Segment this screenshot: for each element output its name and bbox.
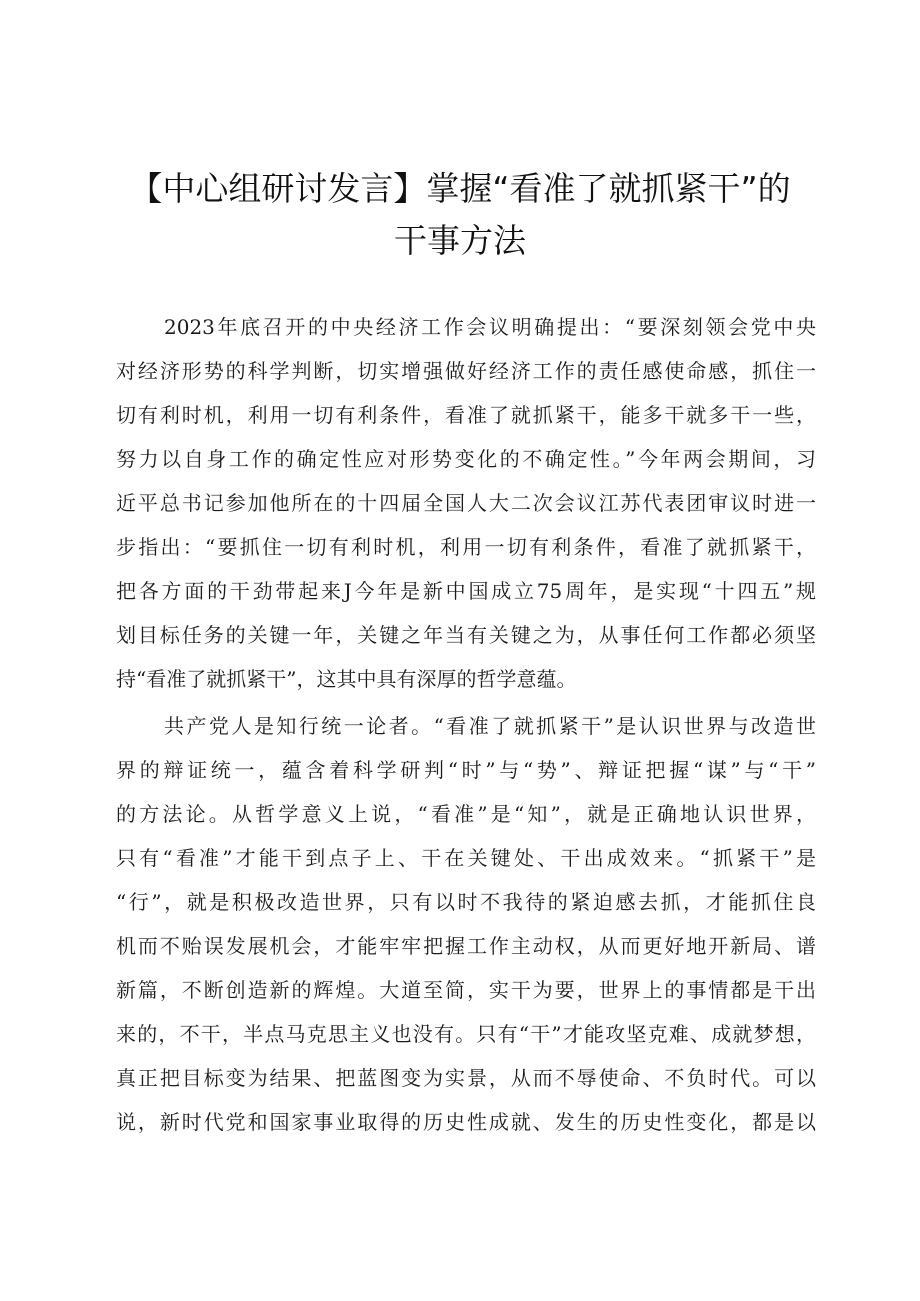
paragraph-2-line: “行”，就是积极改造世界，只有以时不我待的紧迫感去抓，才能抓住良 — [116, 890, 816, 914]
paragraph-2-line: 新篇，不断创造新的辉煌。大道至简，实干为要，世界上的事情都是干出 — [116, 978, 816, 1002]
paragraph-2-line: 只有“看准”才能干到点子上、干在关键处、干出成效来。“抓紧干”是 — [116, 846, 816, 870]
paragraph-1-line: 2023年底召开的中央经济工作会议明确提出：“要深刻领会党中央 — [164, 315, 816, 339]
paragraph-1-line: 努力以自身工作的确定性应对形势变化的不确定性。”今年两会期间，习 — [116, 447, 816, 471]
document-title-line-2: 干事方法 — [394, 221, 526, 260]
paragraph-2-line: 共产党人是知行统一论者。“看准了就抓紧干”是认识世界与改造世 — [164, 714, 816, 738]
paragraph-1-line: 近平总书记参加他所在的十四届全国人大二次会议江苏代表团审议时进一 — [116, 491, 816, 515]
paragraph-1-line: 对经济形势的科学判断，切实增强做好经济工作的责任感使命感，抓住一 — [116, 359, 816, 383]
paragraph-1-line: 持“看准了就抓紧干”，这其中具有深厚的哲学意蕴。 — [116, 667, 577, 691]
paragraph-2-line: 界的辩证统一，蕴含着科学研判“时”与“势”、辩证把握“谋”与“干” — [116, 758, 816, 782]
paragraph-2-line: 真正把目标变为结果、把蓝图变为实景，从而不辱使命、不负时代。可以 — [116, 1066, 816, 1090]
document-title-line-1: 【中心组研讨发言】掌握“看准了就抓紧干”的 — [129, 169, 791, 208]
paragraph-2-line: 说，新时代党和国家事业取得的历史性成就、发生的历史性变化，都是以 — [116, 1110, 816, 1134]
paragraph-1-line: 划目标任务的关键一年，关键之年当有关键之为，从事任何工作都必须坚 — [116, 623, 816, 647]
paragraph-1-line: 把各方面的干劲带起来J今年是新中国成立75周年，是实现“十四五”规 — [116, 579, 816, 603]
paragraph-1-line: 步指出：“要抓住一切有利时机，利用一切有利条件，看准了就抓紧干， — [116, 535, 816, 559]
paragraph-2-line: 的方法论。从哲学意义上说，“看准”是“知”，就是正确地认识世界， — [116, 802, 816, 826]
paragraph-2-line: 机而不贻误发展机会，才能牢牢把握工作主动权，从而更好地开新局、谱 — [116, 934, 816, 958]
paragraph-1-line: 切有利时机，利用一切有利条件，看准了就抓紧干，能多干就多干一些， — [116, 403, 816, 427]
paragraph-2-line: 来的，不干，半点马克思主义也没有。只有“干”才能攻坚克难、成就梦想， — [116, 1022, 816, 1046]
